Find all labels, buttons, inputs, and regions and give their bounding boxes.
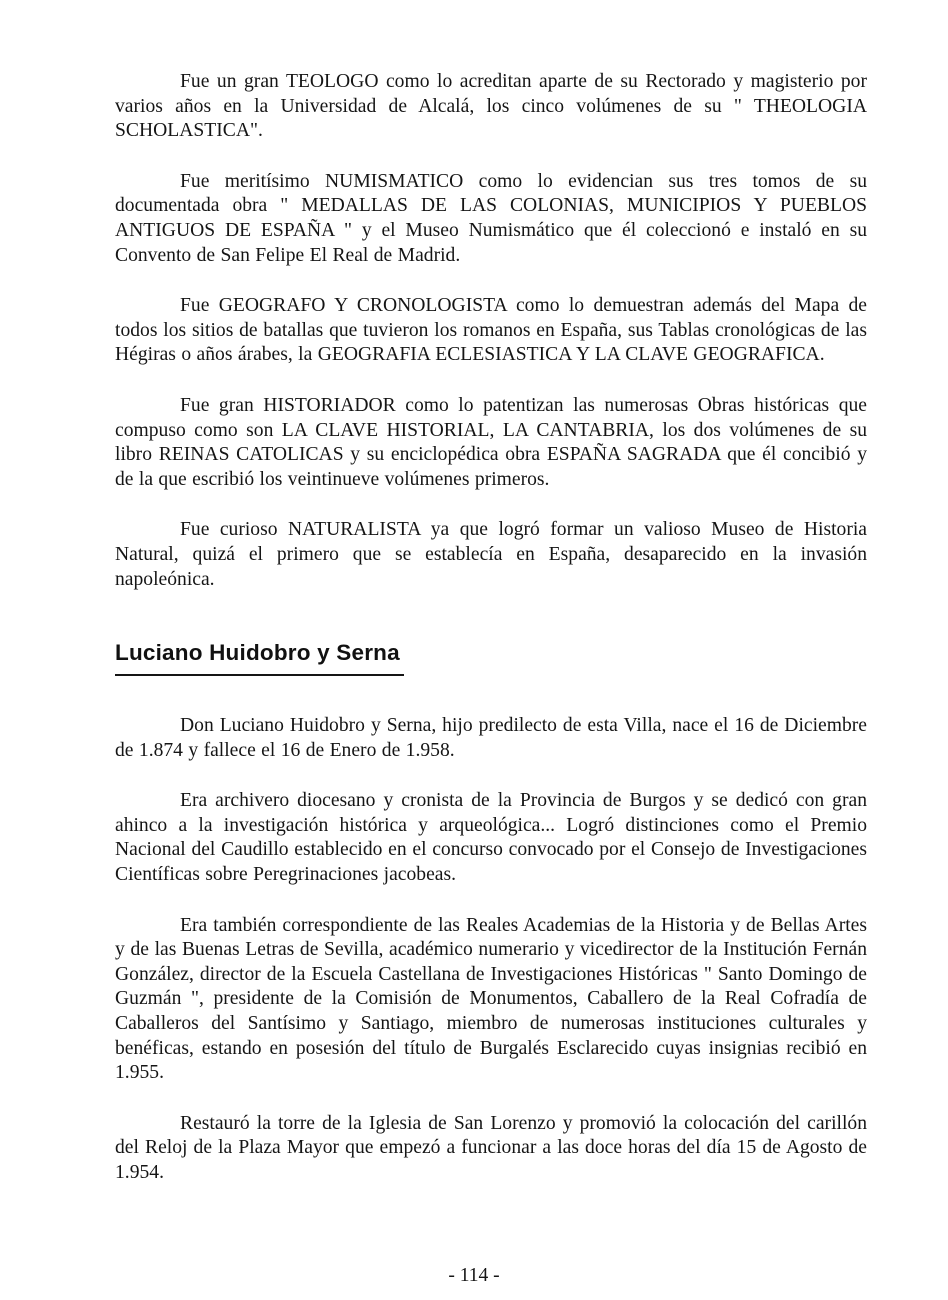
- paragraph-historian: Fue gran HISTORIADOR como lo patentizan las numerosas Obras históricas que compuso como son LA CLAVE HISTORIAL, LA CANTABRIA, los dos volúmenes de su libro REINAS CATOLICAS y su enciclopédica obra ESPAÑA SAGRADA que él concibió y de la que escribió los veintinueve volúmenes primeros.: [115, 394, 867, 490]
- page-number: - 114 -: [448, 1265, 500, 1286]
- paragraph-academies: Era también correspondiente de las Reales Academias de la Historia y de Bellas Artes y de las Buenas Letras de Sevilla, académico numerario y vicedirector de la Institución Fernán González, director de la Escuela Castellana de Investigaciones Históricas " Santo Domingo de Guzmán ", presidente de la Comisión de Monumentos, Caballero de la Real Cofradía de Caballeros del Santísimo y Santiago, miembro de numerosas instituciones culturales y benéficas, estando en posesión del título de Burgalés Esclarecido cuyas insignias recibió en 1.955.: [115, 914, 867, 1084]
- paragraph-geographer: Fue GEOGRAFO Y CRONOLOGISTA como lo demuestran además del Mapa de todos los sitios de batallas que tuvieron los romanos en España, sus Tablas cronológicas de las Hégiras o años árabes, la GEOGRAFIA ECLESIASTICA Y LA CLAVE GEOGRAFICA.: [115, 295, 867, 366]
- paragraph-restoration: Restauró la torre de la Iglesia de San Lorenzo y promovió la colocación del carillón del Reloj de la Plaza Mayor que empezó a funcionar a las doce horas del día 15 de Agosto de 1.954.: [115, 1112, 867, 1183]
- section-heading: Luciano Huidobro y Serna: [115, 640, 404, 676]
- paragraph-theologian: Fue un gran TEOLOGO como lo acreditan aparte de su Rectorado y magisterio por varios años en la Universidad de Alcalá, los cinco volúmenes de su " THEOLOGIA SCHOLASTICA".: [115, 71, 867, 142]
- section-heading-wrapper: [115, 640, 867, 676]
- paragraph-naturalist: Fue curioso NATURALISTA ya que logró formar un valioso Museo de Historia Natural, quizá el primero que se establecía en España, desaparecido en la invasión napoleónica.: [115, 519, 867, 590]
- paragraph-birth-death: Don Luciano Huidobro y Serna, hijo predilecto de esta Villa, nace el 16 de Diciembre de 1.874 y fallece el 16 de Enero de 1.958.: [115, 715, 867, 761]
- document-page: [115, 70, 867, 1212]
- paragraph-archivist: Era archivero diocesano y cronista de la Provincia de Burgos y se dedicó con gran ahinco a la investigación histórica y arqueológica... Logró distinciones como el Premio Nacional del Caudillo establecido en el concurso convocado por el Consejo de Investigaciones Científicas sobre Peregrinaciones jacobeas.: [115, 790, 867, 886]
- paragraph-numismatist: Fue meritísimo NUMISMATICO como lo evidencian sus tres tomos de su documentada obra " MEDALLAS DE LAS COLONIAS, MUNICIPIOS Y PUEBLOS ANTIGUOS DE ESPAÑA " y el Museo Numismático que él coleccionó e instaló en su Convento de San Felipe El Real de Madrid.: [115, 170, 867, 266]
